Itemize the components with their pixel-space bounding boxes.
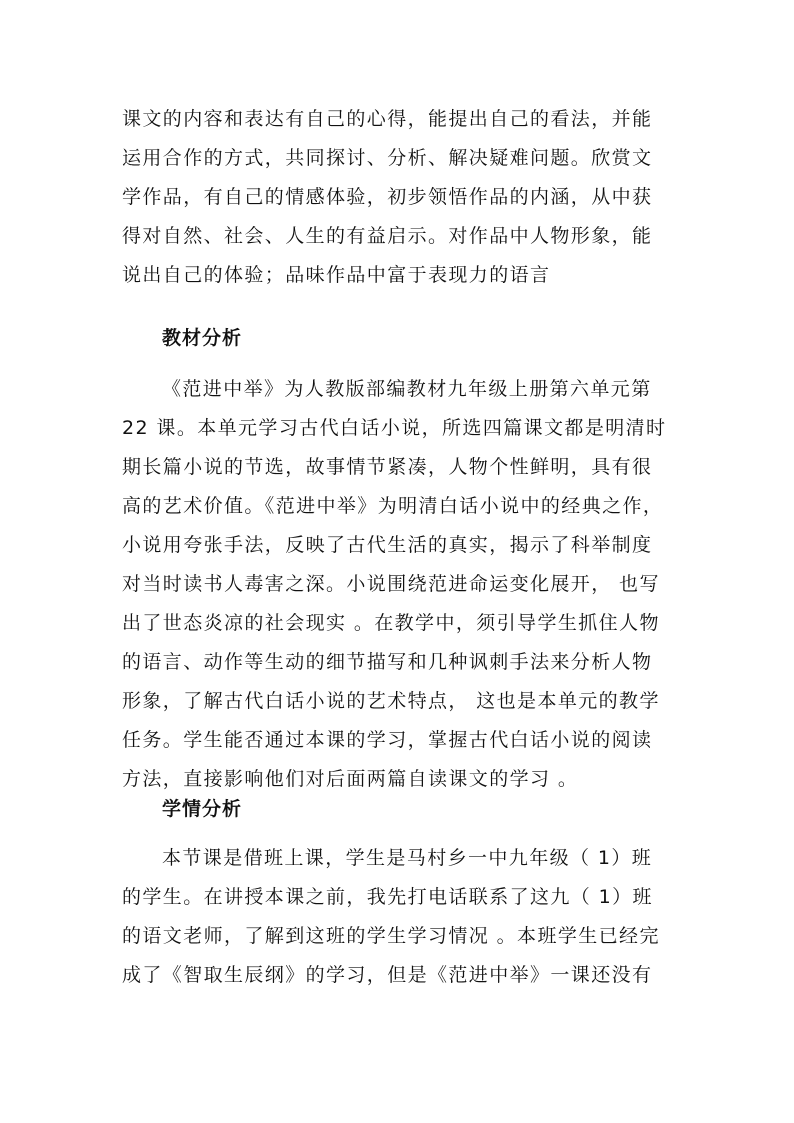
body-text-line: 学作品，有自己的情感体验，初步领悟作品的内涵，从中获 <box>122 186 653 208</box>
body-text-line: 运用合作的方式，共同探讨、分析、解决疑难问题。欣赏文 <box>122 147 653 169</box>
body-text-line: 出了世态炎凉的社会现实 。在教学中，须引导学生抓住人物 <box>122 612 660 634</box>
body-text-line: 本节课是借班上课，学生是马村乡一中九年级（ 1）班 <box>162 847 653 869</box>
body-text-line: 成了《智取生辰纲》的学习，但是《范进中举》一课还没有 <box>122 964 653 986</box>
body-text-line: 期长篇小说的节选，故事情节紧凑，人物个性鲜明，具有很 <box>122 456 653 478</box>
body-text-line: 高的艺术价值。《范进中举》为明清白话小说中的经典之作， <box>122 495 664 517</box>
body-text-line: 形象，了解古代白话小说的艺术特点， 这也是本单元的教学 <box>122 690 660 712</box>
body-text-line: 任务。学生能否通过本课的学习，掌握古代白话小说的阅读 <box>122 729 653 751</box>
body-text-line: 的语文老师，了解到这班的学生学习情况 。本班学生已经完 <box>122 925 660 947</box>
body-text-line: 得对自然、社会、人生的有益启示。对作品中人物形象，能 <box>122 225 653 247</box>
body-text-line: 22 课。本单元学习古代白话小说，所选四篇课文都是明清时 <box>122 417 667 439</box>
body-text-line: 对当时读书人毒害之深。小说围绕范进命运变化展开， 也写 <box>122 573 660 595</box>
body-text-line: 说出自己的体验；品味作品中富于表现力的语言 <box>122 264 551 286</box>
body-text-line: 的语言、动作等生动的细节描写和几种讽刺手法来分析人物 <box>122 651 653 673</box>
section-heading: 教材分析 <box>162 327 243 349</box>
body-text-line: 的学生。在讲授本课之前，我先打电话联系了这九（ 1）班 <box>122 886 653 908</box>
section-heading: 学情分析 <box>162 798 243 820</box>
body-text-line: 小说用夸张手法，反映了古代生活的真实，揭示了科举制度 <box>122 534 653 556</box>
body-text-line: 《范进中举》为人教版部编教材九年级上册第六单元第 <box>162 378 652 400</box>
body-text-line: 方法，直接影响他们对后面两篇自读课文的学习 。 <box>122 768 579 790</box>
body-text-line: 课文的内容和表达有自己的心得，能提出自己的看法，并能 <box>122 108 653 130</box>
